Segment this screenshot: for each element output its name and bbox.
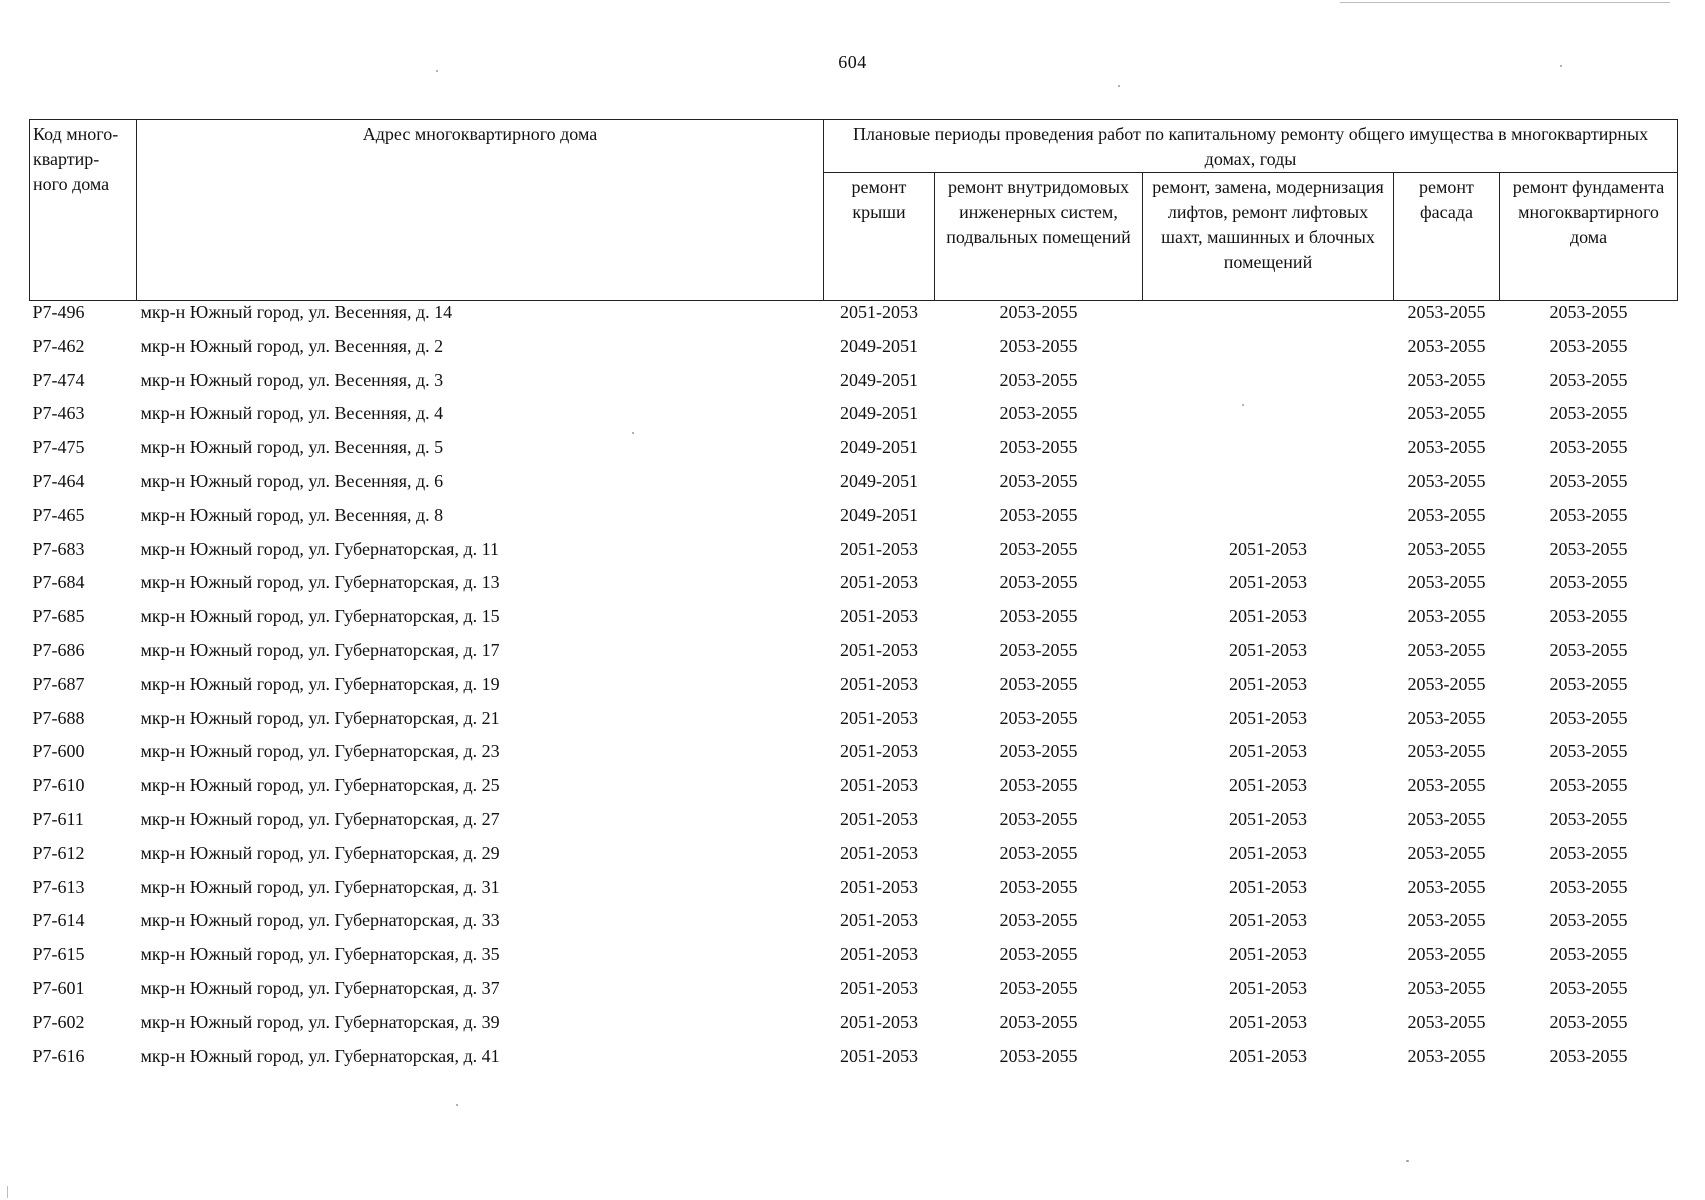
cell-foundation: 2053-2055 <box>1549 639 1628 660</box>
cell-foundation: 2053-2055 <box>1549 741 1628 762</box>
table-row <box>30 842 1678 876</box>
cell-facade: 2053-2055 <box>1407 538 1486 559</box>
table-row <box>30 673 1678 707</box>
cell-address: мкр-н Южный город, ул. Губернаторская, д. 23 <box>140 741 500 762</box>
table-row <box>30 774 1678 808</box>
cell-facade: 2053-2055 <box>1407 944 1486 965</box>
cell-facade: 2053-2055 <box>1407 302 1486 322</box>
table-row <box>30 1045 1678 1079</box>
cell-roof: 2051-2053 <box>840 572 918 593</box>
cell-roof: 2049-2051 <box>840 403 918 424</box>
cell-code: Р7-686 <box>32 639 85 660</box>
cell-roof: 2049-2051 <box>840 470 918 491</box>
cell-roof: 2049-2051 <box>840 504 918 525</box>
cell-foundation: 2053-2055 <box>1549 876 1628 897</box>
cell-lifts: 2051-2053 <box>1229 741 1307 762</box>
cell-facade: 2053-2055 <box>1407 741 1486 762</box>
cell-foundation: 2053-2055 <box>1549 437 1628 458</box>
cell-address: мкр-н Южный город, ул. Губернаторская, д. 15 <box>140 606 500 627</box>
cell-address: мкр-н Южный город, ул. Губернаторская, д. 41 <box>140 1045 500 1066</box>
cell-engineering: 2053-2055 <box>999 842 1078 863</box>
cell-lifts: 2051-2053 <box>1229 977 1307 998</box>
cell-lifts: 2051-2053 <box>1229 639 1307 660</box>
cell-engineering: 2053-2055 <box>999 639 1078 660</box>
cell-roof: 2051-2053 <box>840 910 918 931</box>
cell-facade: 2053-2055 <box>1407 606 1486 627</box>
scan-speck <box>632 432 634 434</box>
header-lifts: ремонт, замена, модернизация лифтов, ремонт лифтовых шахт, машинных и блочных помещений <box>1143 173 1394 301</box>
cell-address: мкр-н Южный город, ул. Губернаторская, д. 11 <box>140 538 499 559</box>
cell-lifts: 2051-2053 <box>1229 673 1307 694</box>
cell-code: Р7-687 <box>32 673 85 694</box>
cell-address: мкр-н Южный город, ул. Весенняя, д. 2 <box>140 335 444 356</box>
header-address: Адрес многоквартирного дома <box>137 120 824 301</box>
cell-engineering: 2053-2055 <box>999 876 1078 897</box>
cell-address: мкр-н Южный город, ул. Весенняя, д. 4 <box>140 403 444 424</box>
cell-lifts <box>1143 369 1394 403</box>
table-row <box>30 876 1678 910</box>
cell-code: Р7-614 <box>32 910 85 931</box>
cell-foundation: 2053-2055 <box>1549 504 1628 525</box>
cell-roof: 2051-2053 <box>840 741 918 762</box>
cell-facade: 2053-2055 <box>1407 876 1486 897</box>
cell-lifts <box>1143 402 1394 436</box>
cell-facade: 2053-2055 <box>1407 1011 1486 1032</box>
cell-lifts: 2051-2053 <box>1229 808 1307 829</box>
cell-roof: 2051-2053 <box>840 1045 918 1066</box>
cell-code: Р7-612 <box>32 842 85 863</box>
cell-foundation: 2053-2055 <box>1549 606 1628 627</box>
table-row <box>30 977 1678 1011</box>
cell-address: мкр-н Южный город, ул. Губернаторская, д. 21 <box>140 707 500 728</box>
table-row <box>30 1011 1678 1045</box>
cell-facade: 2053-2055 <box>1407 504 1486 525</box>
cell-facade: 2053-2055 <box>1407 707 1486 728</box>
cell-lifts: 2051-2053 <box>1229 572 1307 593</box>
scan-speck <box>436 70 438 72</box>
cell-engineering: 2053-2055 <box>999 808 1078 829</box>
cell-address: мкр-н Южный город, ул. Губернаторская, д. 27 <box>140 808 500 829</box>
cell-code: Р7-615 <box>32 944 85 965</box>
header-roof: ремонт крыши <box>824 173 935 301</box>
cell-code: Р7-611 <box>32 808 84 829</box>
cell-code: Р7-602 <box>32 1011 85 1032</box>
cell-engineering: 2053-2055 <box>999 707 1078 728</box>
cell-lifts: 2051-2053 <box>1229 1011 1307 1032</box>
cell-address: мкр-н Южный город, ул. Весенняя, д. 6 <box>140 470 444 491</box>
cell-code: Р7-688 <box>32 707 85 728</box>
cell-lifts: 2051-2053 <box>1229 876 1307 897</box>
table-row <box>30 470 1678 504</box>
scan-speck <box>1242 404 1244 406</box>
cell-engineering: 2053-2055 <box>999 538 1078 559</box>
cell-code: Р7-610 <box>32 775 85 796</box>
cell-code: Р7-601 <box>32 977 85 998</box>
cell-address: мкр-н Южный город, ул. Губернаторская, д. 39 <box>140 1011 500 1032</box>
cell-address: мкр-н Южный город, ул. Губернаторская, д. 35 <box>140 944 500 965</box>
scan-speck <box>1560 65 1562 67</box>
cell-code: Р7-685 <box>32 606 85 627</box>
cell-foundation: 2053-2055 <box>1549 842 1628 863</box>
cell-foundation: 2053-2055 <box>1549 977 1628 998</box>
cell-address: мкр-н Южный город, ул. Губернаторская, д. 19 <box>140 673 500 694</box>
cell-roof: 2051-2053 <box>840 639 918 660</box>
cell-engineering: 2053-2055 <box>999 302 1078 322</box>
cell-roof: 2049-2051 <box>840 335 918 356</box>
cell-facade: 2053-2055 <box>1407 470 1486 491</box>
cell-lifts: 2051-2053 <box>1229 538 1307 559</box>
cell-lifts <box>1143 470 1394 504</box>
cell-code: Р7-613 <box>32 876 85 897</box>
table-header <box>30 120 1678 301</box>
cell-roof: 2049-2051 <box>840 369 918 390</box>
cell-engineering: 2053-2055 <box>999 977 1078 998</box>
table-row <box>30 335 1678 369</box>
cell-address: мкр-н Южный город, ул. Весенняя, д. 5 <box>140 437 444 458</box>
cell-code: Р7-475 <box>32 437 85 458</box>
table-row <box>30 538 1678 572</box>
cell-address: мкр-н Южный город, ул. Губернаторская, д. 33 <box>140 910 500 931</box>
cell-foundation: 2053-2055 <box>1549 910 1628 931</box>
cell-facade: 2053-2055 <box>1407 572 1486 593</box>
table-row <box>30 504 1678 538</box>
header-facade: ремонт фасада <box>1394 173 1500 301</box>
cell-code: Р7-600 <box>32 741 85 762</box>
cell-roof: 2051-2053 <box>840 302 918 322</box>
cell-facade: 2053-2055 <box>1407 775 1486 796</box>
cell-code: Р7-462 <box>32 335 85 356</box>
cell-foundation: 2053-2055 <box>1549 302 1628 322</box>
cell-foundation: 2053-2055 <box>1549 1011 1628 1032</box>
scan-edge-mark <box>1340 2 1670 3</box>
repair-plan-table <box>29 119 1678 1078</box>
cell-foundation: 2053-2055 <box>1549 538 1628 559</box>
cell-roof: 2051-2053 <box>840 842 918 863</box>
cell-facade: 2053-2055 <box>1407 673 1486 694</box>
table-row <box>30 369 1678 403</box>
cell-roof: 2051-2053 <box>840 1011 918 1032</box>
header-code: Код много-квартир-ного дома <box>30 120 137 301</box>
cell-foundation: 2053-2055 <box>1549 403 1628 424</box>
cell-address: мкр-н Южный город, ул. Губернаторская, д. 31 <box>140 876 500 897</box>
table-row <box>30 740 1678 774</box>
cell-lifts <box>1143 504 1394 538</box>
cell-facade: 2053-2055 <box>1407 437 1486 458</box>
cell-address: мкр-н Южный город, ул. Весенняя, д. 3 <box>140 369 444 390</box>
cell-lifts: 2051-2053 <box>1229 606 1307 627</box>
cell-foundation: 2053-2055 <box>1549 944 1628 965</box>
cell-code: Р7-465 <box>32 504 85 525</box>
cell-roof: 2051-2053 <box>840 944 918 965</box>
cell-lifts: 2051-2053 <box>1229 910 1307 931</box>
table-body <box>30 301 1678 1079</box>
cell-address: мкр-н Южный город, ул. Весенняя, д. 8 <box>140 504 444 525</box>
cell-code: Р7-616 <box>32 1045 85 1066</box>
cell-code: Р7-496 <box>32 302 85 322</box>
table-row <box>30 436 1678 470</box>
cell-engineering: 2053-2055 <box>999 504 1078 525</box>
table-row <box>30 707 1678 741</box>
cell-code: Р7-683 <box>32 538 85 559</box>
scan-speck <box>1406 1160 1409 1162</box>
table-row <box>30 909 1678 943</box>
cell-roof: 2049-2051 <box>840 437 918 458</box>
cell-roof: 2051-2053 <box>840 538 918 559</box>
cell-facade: 2053-2055 <box>1407 335 1486 356</box>
cell-foundation: 2053-2055 <box>1549 572 1628 593</box>
table-row <box>30 402 1678 436</box>
cell-code: Р7-684 <box>32 572 85 593</box>
header-periods-group: Плановые периоды проведения работ по капитальному ремонту общего имущества в многоквартирных домах, годы <box>824 120 1678 173</box>
cell-engineering: 2053-2055 <box>999 437 1078 458</box>
cell-code: Р7-474 <box>32 369 85 390</box>
cell-engineering: 2053-2055 <box>999 775 1078 796</box>
scan-edge-mark <box>7 1186 8 1198</box>
cell-roof: 2051-2053 <box>840 876 918 897</box>
cell-roof: 2051-2053 <box>840 808 918 829</box>
cell-engineering: 2053-2055 <box>999 673 1078 694</box>
cell-foundation: 2053-2055 <box>1549 1045 1628 1066</box>
header-foundation: ремонт фундамента многоквартирного дома <box>1500 173 1678 301</box>
cell-engineering: 2053-2055 <box>999 335 1078 356</box>
cell-foundation: 2053-2055 <box>1549 707 1628 728</box>
cell-facade: 2053-2055 <box>1407 808 1486 829</box>
cell-roof: 2051-2053 <box>840 707 918 728</box>
page-number: 604 <box>838 52 867 72</box>
cell-address: мкр-н Южный город, ул. Губернаторская, д. 13 <box>140 572 500 593</box>
cell-facade: 2053-2055 <box>1407 1045 1486 1066</box>
cell-lifts: 2051-2053 <box>1229 1045 1307 1066</box>
cell-address: мкр-н Южный город, ул. Губернаторская, д. 29 <box>140 842 500 863</box>
cell-foundation: 2053-2055 <box>1549 775 1628 796</box>
table-row <box>30 943 1678 977</box>
cell-engineering: 2053-2055 <box>999 606 1078 627</box>
scan-speck <box>1118 85 1120 87</box>
scan-speck <box>456 1104 458 1106</box>
cell-address: мкр-н Южный город, ул. Губернаторская, д. 37 <box>140 977 500 998</box>
cell-engineering: 2053-2055 <box>999 1045 1078 1066</box>
cell-lifts <box>1143 335 1394 369</box>
cell-facade: 2053-2055 <box>1407 403 1486 424</box>
cell-facade: 2053-2055 <box>1407 910 1486 931</box>
cell-lifts: 2051-2053 <box>1229 842 1307 863</box>
cell-lifts: 2051-2053 <box>1229 944 1307 965</box>
cell-address: мкр-н Южный город, ул. Губернаторская, д. 17 <box>140 639 500 660</box>
cell-facade: 2053-2055 <box>1407 639 1486 660</box>
cell-foundation: 2053-2055 <box>1549 808 1628 829</box>
cell-code: Р7-463 <box>32 403 85 424</box>
cell-engineering: 2053-2055 <box>999 741 1078 762</box>
table-row <box>30 639 1678 673</box>
table-row <box>30 301 1678 335</box>
cell-engineering: 2053-2055 <box>999 944 1078 965</box>
cell-lifts <box>1143 436 1394 470</box>
header-engineering: ремонт внутридомовых инженерных систем, подвальных помещений <box>935 173 1143 301</box>
cell-engineering: 2053-2055 <box>999 470 1078 491</box>
table-row <box>30 605 1678 639</box>
cell-lifts: 2051-2053 <box>1229 707 1307 728</box>
cell-roof: 2051-2053 <box>840 977 918 998</box>
cell-roof: 2051-2053 <box>840 673 918 694</box>
cell-foundation: 2053-2055 <box>1549 470 1628 491</box>
cell-engineering: 2053-2055 <box>999 572 1078 593</box>
cell-roof: 2051-2053 <box>840 606 918 627</box>
cell-code: Р7-464 <box>32 470 85 491</box>
cell-address: мкр-н Южный город, ул. Весенняя, д. 14 <box>140 302 453 322</box>
cell-lifts <box>1143 301 1394 335</box>
table-row <box>30 571 1678 605</box>
cell-foundation: 2053-2055 <box>1549 335 1628 356</box>
cell-facade: 2053-2055 <box>1407 842 1486 863</box>
cell-address: мкр-н Южный город, ул. Губернаторская, д. 25 <box>140 775 500 796</box>
cell-engineering: 2053-2055 <box>999 369 1078 390</box>
cell-facade: 2053-2055 <box>1407 977 1486 998</box>
cell-engineering: 2053-2055 <box>999 403 1078 424</box>
cell-foundation: 2053-2055 <box>1549 369 1628 390</box>
cell-engineering: 2053-2055 <box>999 1011 1078 1032</box>
cell-lifts: 2051-2053 <box>1229 775 1307 796</box>
cell-foundation: 2053-2055 <box>1549 673 1628 694</box>
cell-facade: 2053-2055 <box>1407 369 1486 390</box>
cell-roof: 2051-2053 <box>840 775 918 796</box>
table-row <box>30 808 1678 842</box>
cell-engineering: 2053-2055 <box>999 910 1078 931</box>
capital-repair-plan-sheet <box>29 119 1677 1078</box>
